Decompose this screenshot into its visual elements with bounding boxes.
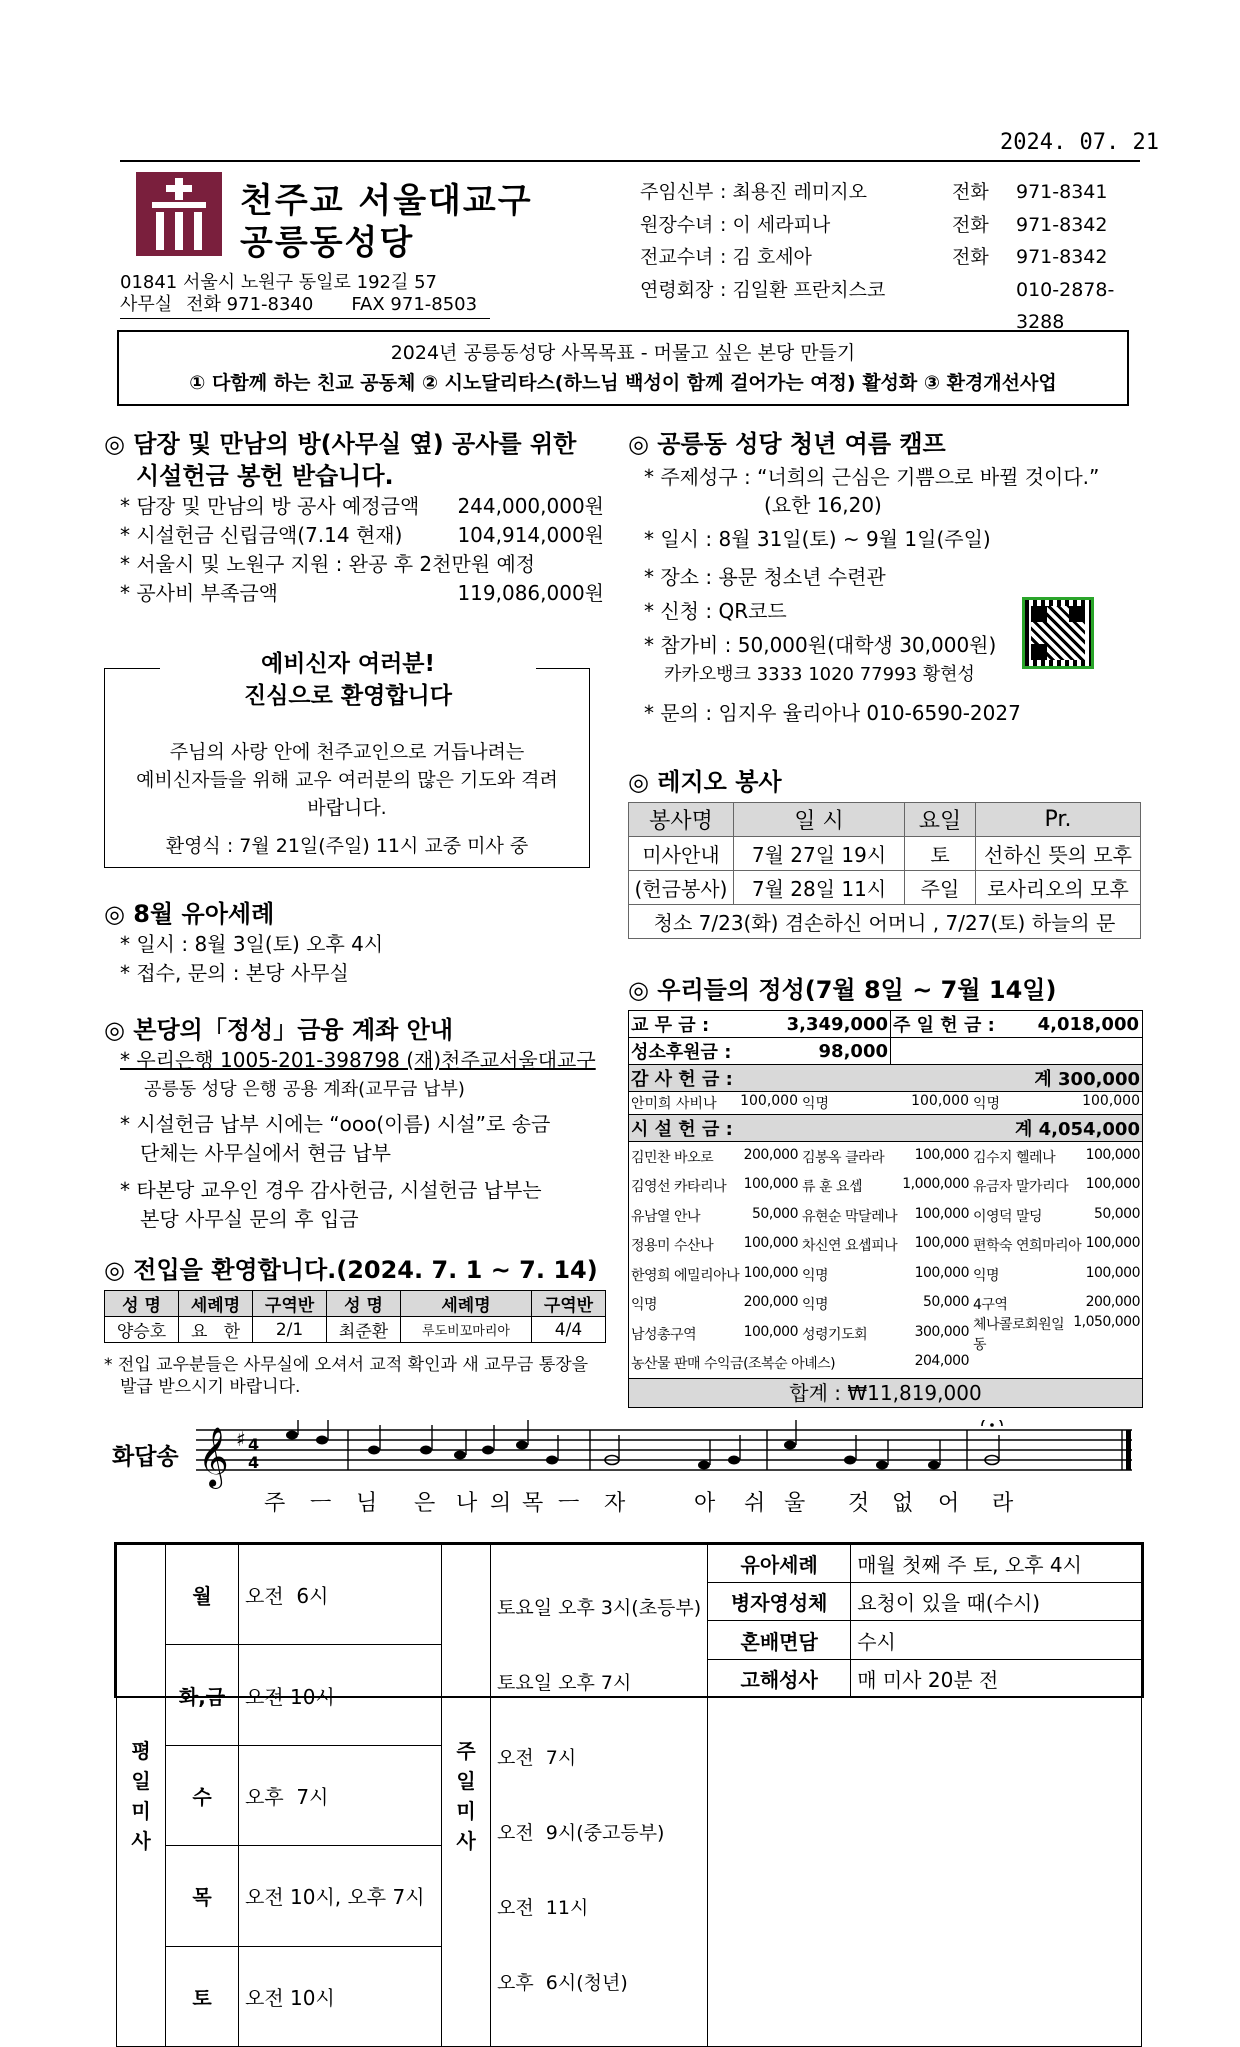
fund-title-2: 시설헌금 봉헌 받습니다. — [136, 462, 394, 490]
farm-row: 농산물 판매 수익금(조복순 아녜스) 204,000 — [631, 1353, 969, 1373]
baptism-item: * 접수, 문의 : 본당 사무실 — [120, 961, 349, 985]
camp-section: ◎ 공릉동 성당 청년 여름 캠프 * 주제성구 : “너희의 근심은 기쁨으로 바뀔 것이다.” (요한 16,20) * 일시 : 8월 31일(토) ~ 9월 1일(주일) * 장소 : 용문 청소년 수련관 * 신청 : QR코드 * 참가비 : 50,000원(대학생 30,000원) 카카오뱅크 3333 1020 77993 황현성 * 문의 : 임지우 율리아나 010-6590-2027 — [628, 428, 1138, 730]
lyric-syllable: 주 — [264, 1491, 286, 1516]
table-row: 청소 7/23(화) 겸손하신 어머니 , 7/27(토) 하늘의 문 — [629, 905, 1141, 939]
bulletin-date: 2024. 07. 21 — [1000, 130, 1159, 155]
facility-donor: 이영덕 말딩 50,000 — [973, 1205, 1140, 1225]
facility-donor: 김민찬 바오로 200,000 — [631, 1146, 798, 1166]
table-row: (헌금봉사) 7월 28일 11시 주일 로사리오의 모후 — [629, 871, 1141, 905]
pastoral-goal-box — [117, 330, 1129, 406]
goal-items: ① 다함께 하는 친교 공동체 ② 시노달리타스(하느님 백성이 함께 걸어가는 여정) 활성화 ③ 환경개선사업 — [189, 372, 1057, 394]
facility-donor: 김봉옥 클라라 100,000 — [802, 1146, 969, 1166]
lyric-syllable: 어 — [938, 1491, 960, 1516]
parish-name-line2: 공릉동성당 — [240, 223, 415, 263]
lyric-syllable: 쉬 — [744, 1491, 766, 1516]
newcomers-table: 성 명 세례명 구역반 성 명 세례명 구역반 양승호 요 한 2/1 최준환 루도비꼬마리아 4/4 — [104, 1290, 606, 1343]
facility-donor: 성령기도회 300,000 — [802, 1323, 969, 1343]
newcomers-title: ◎ 전입을 환영합니다.(2024. 7. 1 ~ 7. 14) — [104, 1256, 598, 1284]
newcomers-note: * 전입 교우분들은 사무실에 오셔서 교적 확인과 새 교무금 통장을 발급 받으시기 바랍니다. — [104, 1355, 589, 1397]
facility-donor: 익명 100,000 — [802, 1264, 969, 1284]
goal-title: 2024년 공릉동성당 사목목표 - 머물고 싶은 본당 만들기 — [390, 342, 856, 364]
staff-row: 원장수녀 : 이 세라피나 전화 971-8342 — [640, 213, 1108, 236]
facility-donor: 체나콜로회원일동 1,050,000 — [973, 1313, 1140, 1353]
parish-logo — [136, 172, 222, 256]
account-section: ◎ 본당의「정성」금융 계좌 안내 * 우리은행 1005-201-398798 (재)천주교서울대교구 공릉동 성당 은행 공용 계좌(교무금 납부) * 시설헌금 납부 시에는 “ooo(이름) 시설”로 송금 단체는 사무실에서 현금 납부 * 타본당 교우인 경우 감사헌금, 시설헌금 납부는 본당 사무실 문의 후 입금 — [104, 1014, 614, 1234]
sunday-mass-times: 토요일 오후 3시(초등부) 토요일 오후 7시 오전 7시 오전 9시(중고등부) 오전 11시 오후 6시(청년) — [491, 1545, 708, 2047]
facility-donor: 김수지 헬레나 100,000 — [973, 1146, 1140, 1166]
lyric-syllable: ㅡ — [558, 1491, 580, 1516]
psalm-lyrics — [264, 1486, 1024, 1516]
fund-section — [104, 428, 604, 608]
facility-row — [629, 1260, 1142, 1290]
svg-text:♯: ♯ — [236, 1427, 246, 1451]
facility-donor: 김영선 카타리나 100,000 — [631, 1176, 798, 1196]
other-sacraments: 유아세례 매월 첫째 주 토, 오후 4시 병자영성체 요청이 있을 때(수시) 혼배면담 수시 고해성사 매 미사 20분 전 — [708, 1545, 1142, 2047]
offerings-total: 합계 : ₩11,819,000 — [629, 1378, 1142, 1407]
staff-row: 전교수녀 : 김 호세아 전화 971-8342 — [640, 246, 1108, 268]
lyric-syllable: 은 — [414, 1491, 436, 1516]
legio-title: ◎ 레지오 봉사 — [628, 768, 782, 796]
sunday-mass-label: 주 일 미 사 — [442, 1545, 491, 2047]
lyric-syllable: 라 — [992, 1491, 1014, 1516]
fund-item: * 담장 및 만남의 방 공사 예정금액 244,000,000원 — [120, 494, 604, 518]
lyric-syllable: 나 — [456, 1491, 478, 1516]
facility-list — [629, 1142, 1142, 1353]
psalm-label: 화답송 — [112, 1444, 179, 1470]
baptism-section — [104, 898, 604, 988]
qr-code-icon[interactable] — [1022, 597, 1094, 669]
fund-item: * 공사비 부족금액 119,086,000원 — [120, 581, 604, 605]
offerings-table: 교 무 금 : 3,349,000 주 일 헌 금 : 4,018,000 성소후원금 : 98,000 감 사 헌 금 : 계 300,000 안미희 사비나 100,000 익명 100,000 익명 100,000 시 설 헌 금 : 계 4,054,000 김민찬 바오로 200,000 김봉옥 클라라 100,000 김수지 헬레나 100,000 김영선 카타리나 100,000 류 훈 요셉 1,000,000 유금자 말가리다 100,000 유남열 안나 50,000 유현순 막달레나 100,000 이영덕 말딩 50,000 정용미 수산나 100,000 차신연 요셉피나 100,000 편학숙 연희마리아 100,000 한영희 에밀리아나 100,000 익명 100,000 익명 100,000 익명 200,000 익명 50,000 4구역 200,000 남성총구역 100,000 성령기도회 300,000 체나콜로회원일동 1,050,000 농산물 판매 수익금(조복순 아녜스) 204,000 합계 : ₩11,819,000 — [628, 1010, 1143, 1408]
facility-row — [629, 1201, 1142, 1231]
mass-schedule: 평 일 미 사 월 오전 6시 주 일 미 사 토요일 오후 3시(초등부) 토요일 오후 7시 오전 7시 오전 9시(중고등부) 오전 11시 오후 6시(청년) 유아세례 매월 첫째 주 토, 오후 4시 병자영성체 요청이 있을 때(수시) 혼배면담 수시 고해성사 매 미사 20분 전 화,금 오전 10시 수 오후 7시 목 오전 10시, 오후 7시 토 오전 10시 — [114, 1542, 1144, 1698]
office-fax: FAX 971-8503 — [351, 294, 478, 315]
welcome-title: 예비신자 여러분! 진심으로 환영합니다 — [160, 648, 536, 712]
lyric-syllable: 것 — [848, 1491, 870, 1516]
lyric-syllable: ㅡ — [310, 1491, 332, 1516]
lyric-syllable: 목 — [522, 1491, 544, 1516]
welcome-body: 주님의 사랑 안에 천주교인으로 거듭나려는 예비신자들을 위해 교우 여러분의 많은 기도와 격려 바랍니다. 환영식 : 7월 21일(주일) 11시 교중 미사 중 — [114, 738, 580, 860]
table-row: 미사안내 7월 27일 19시 토 선하신 뜻의 모후 — [629, 837, 1141, 871]
facility-donor: 유현순 막달레나 100,000 — [802, 1205, 969, 1225]
welcome-event: 환영식 : 7월 21일(주일) 11시 교중 미사 중 — [165, 835, 529, 857]
facility-donor: 편학숙 연희마리아 100,000 — [973, 1235, 1140, 1255]
parish-name-line1: 천주교 서울대교구 — [240, 181, 533, 221]
staff-list — [640, 176, 1156, 339]
fund-item: * 서울시 및 노원구 지원 : 완공 후 2천만원 예정 — [120, 552, 536, 576]
account-title: ◎ 본당의「정성」금융 계좌 안내 — [104, 1016, 454, 1044]
lyric-syllable: 울 — [784, 1491, 806, 1516]
facility-donor: 류 훈 요셉 1,000,000 — [802, 1176, 969, 1196]
weekday-mass-label: 평 일 미 사 — [117, 1545, 166, 2047]
lyric-syllable: 님 — [356, 1491, 378, 1516]
facility-donor: 4구역 200,000 — [973, 1294, 1140, 1314]
facility-donor: 익명 200,000 — [631, 1294, 798, 1314]
parish-address-block — [120, 272, 477, 316]
bank-account: * 우리은행 1005-201-398798 (재)천주교서울대교구 — [120, 1048, 596, 1072]
lyric-syllable: 자 — [604, 1491, 626, 1516]
facility-donor: 유남열 안나 50,000 — [631, 1205, 798, 1225]
thanks-row: 안미희 사비나 100,000 익명 100,000 익명 100,000 — [629, 1092, 1142, 1115]
facility-donor: 익명 50,000 — [802, 1294, 969, 1314]
facility-donor: 유금자 말가리다 100,000 — [973, 1176, 1140, 1196]
fund-item: * 시설헌금 신립금액(7.14 현재) 104,914,000원 — [120, 523, 604, 547]
legio-table: 봉사명 일 시 요일 Pr. 미사안내 7월 27일 19시 토 선하신 뜻의 모후 (헌금봉사) 7월 28일 11시 주일 로사리오의 모후 청소 7/23(화) 겸손하신 어머니 , 7/27(토) 하늘의 문 — [628, 802, 1141, 939]
office-phone: 전화 971-8340 — [186, 294, 314, 315]
facility-row — [629, 1231, 1142, 1261]
facility-donor: 정용미 수산나 100,000 — [631, 1235, 798, 1255]
baptism-item: * 일시 : 8월 3일(토) 오후 4시 — [120, 932, 384, 956]
office-label: 사무실 — [120, 294, 173, 315]
facility-row — [629, 1313, 1142, 1353]
facility-donor: 한영희 에밀리아나 100,000 — [631, 1264, 798, 1284]
parish-name — [240, 180, 533, 264]
staff-row: 연령회장 : 김일환 프란치스코 010-2878-3288 — [640, 278, 1115, 333]
facility-donor: 남성총구역 100,000 — [631, 1323, 798, 1343]
offerings-title: ◎ 우리들의 정성(7월 8일 ~ 7월 14일) — [628, 976, 1057, 1004]
account-note: 공릉동 성당 은행 공용 계좌(교무금 납부) — [144, 1079, 465, 1100]
lyric-syllable: 의 — [490, 1491, 512, 1516]
lyric-syllable: 아 — [694, 1491, 716, 1516]
music-staff — [112, 1420, 1142, 1490]
camp-title: ◎ 공릉동 성당 청년 여름 캠프 — [628, 430, 946, 458]
baptism-title: ◎ 8월 유아세례 — [104, 900, 275, 928]
address-underline — [120, 318, 490, 319]
header-divider — [120, 160, 1140, 162]
svg-text:4: 4 — [248, 1435, 260, 1454]
facility-donor: 익명 100,000 — [973, 1264, 1140, 1284]
facility-row — [629, 1172, 1142, 1202]
facility-row — [629, 1142, 1142, 1172]
address: 01841 서울시 노원구 동일로 192길 57 — [120, 272, 438, 293]
facility-donor: 차신연 요셉피나 100,000 — [802, 1235, 969, 1255]
staff-row: 주임신부 : 최용진 레미지오 전화 971-8341 — [640, 181, 1108, 203]
svg-text:𝄞: 𝄞 — [198, 1427, 229, 1487]
table-row: 양승호 요 한 2/1 최준환 루도비꼬마리아 4/4 — [105, 1317, 606, 1343]
fund-title: ◎ 담장 및 만남의 방(사무실 옆) 공사를 위한 — [104, 430, 577, 458]
lyric-syllable: 없 — [892, 1491, 914, 1516]
svg-text:4: 4 — [248, 1453, 260, 1472]
